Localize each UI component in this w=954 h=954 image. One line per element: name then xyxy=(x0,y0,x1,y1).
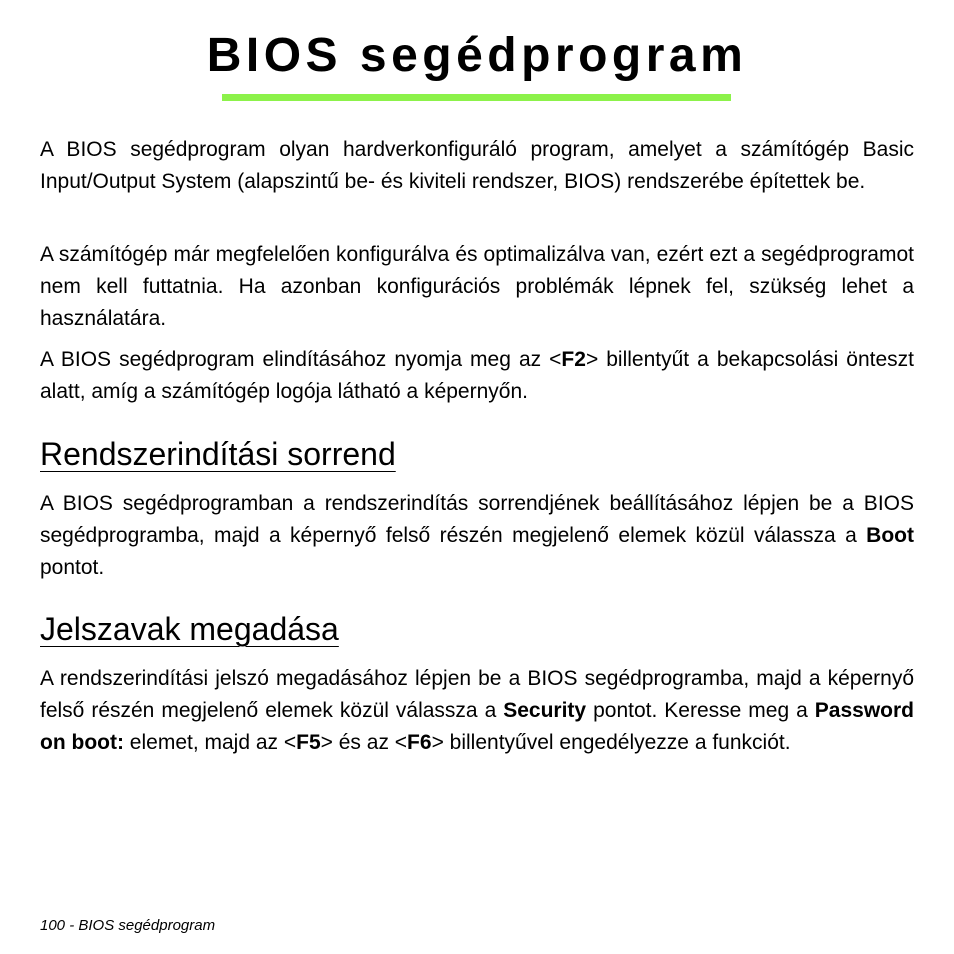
boot-paragraph xyxy=(40,488,914,584)
text-span: > és az < xyxy=(320,731,408,754)
boot-section xyxy=(40,488,914,584)
password-section xyxy=(40,663,914,759)
intro-paragraph-2-wrap xyxy=(40,239,914,335)
heading-passwords: Jelszavak megadása xyxy=(40,611,339,647)
page-title: BIOS segédprogram xyxy=(206,29,748,82)
intro-paragraph-2: A számítógép már megfelelően konfigurálva és optimalizálva van, ezért ezt a segédprogramot nem kell futtatnia. Ha azonban konfigurációs problémák lépnek fel, szükség lehet a használatára. xyxy=(40,243,914,330)
key-f5: F5 xyxy=(296,731,321,754)
key-f6: F6 xyxy=(407,731,432,754)
password-on-boot-term: Password on boot: xyxy=(40,699,914,754)
password-paragraph xyxy=(40,663,914,759)
heading-boot-order: Rendszerindítási sorrend xyxy=(40,436,396,472)
text-span: > billentyűvel engedélyezze a funkciót. xyxy=(431,731,791,754)
text-span: A rendszerindítási jelszó megadásához lépjen be a BIOS segédprogramba, majd a képernyő felső részén megjelenő elemek közül válassza a xyxy=(40,667,914,722)
text-span: pontot. Keresse meg a xyxy=(586,699,815,722)
text-span: A BIOS segédprogramban a rendszerindítás sorrendjének beállításához lépjen be a BIOS segédprogramba, majd a képernyő felső részén megjelenő elemek közül válassza a xyxy=(40,492,914,547)
intro-paragraph-3-wrap xyxy=(40,344,914,408)
intro-paragraph-1: A BIOS segédprogram olyan hardverkonfiguráló program, amelyet a számítógép Basic Input/Output System (alapszintű be- és kiviteli rendszer, BIOS) rendszerébe építettek be. xyxy=(40,138,914,193)
key-f2: F2 xyxy=(561,348,586,371)
text-span: > billentyűt a bekapcsolási önteszt alatt, amíg a számítógép logója látható a képernyőn. xyxy=(40,348,915,403)
security-term: Security xyxy=(503,699,587,722)
boot-term: Boot xyxy=(866,524,914,547)
intro-section xyxy=(40,134,914,198)
text-span: A BIOS segédprogram elindításához nyomja meg az < xyxy=(40,348,562,371)
text-span: pontot. xyxy=(40,556,105,579)
page-footer: 100 - BIOS segédprogram xyxy=(40,917,216,934)
intro-paragraph-3 xyxy=(40,344,914,408)
title-underline-bar xyxy=(222,94,731,101)
text-span: elemet, majd az < xyxy=(123,731,297,754)
